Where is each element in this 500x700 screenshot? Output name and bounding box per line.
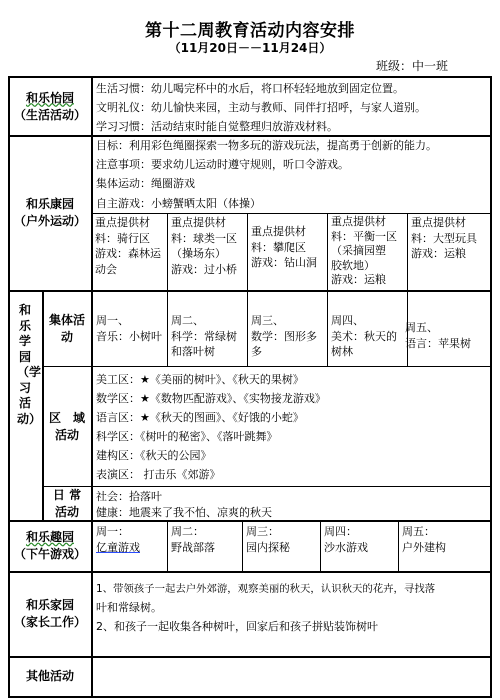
group-label-line: 动	[60, 329, 73, 344]
col-divider	[242, 520, 243, 571]
afternoon-day-thu	[324, 524, 396, 568]
class-name: 中一班	[412, 59, 449, 73]
section-label-afternoon	[10, 521, 90, 571]
day-activity: 树林	[331, 345, 353, 358]
home-title: 和乐家园	[25, 598, 74, 612]
zone-line: 料：平衡一区	[331, 229, 397, 243]
day-activity: 美术：秋天的	[331, 329, 397, 343]
outdoor-zone-2	[171, 215, 246, 289]
row-divider	[92, 213, 491, 214]
zone-line: 游戏：过小桥	[171, 262, 237, 276]
col-divider	[398, 520, 399, 571]
health-line: 文明礼仪：幼儿愉快来园，主动与教师、同伴打招呼，与家人道别。	[96, 101, 426, 114]
page-title: 第十二周教育活动内容安排	[145, 21, 355, 41]
daily-line: 社会：拾落叶	[96, 490, 162, 503]
daily-label-line: 活动	[54, 504, 79, 519]
health-title: 和乐怡园	[25, 90, 74, 105]
group-day-fri	[405, 320, 491, 362]
afternoon-day-fri	[402, 524, 490, 568]
section-label-outdoor	[10, 136, 90, 290]
afternoon-subtitle: （下午游戏）	[13, 547, 86, 561]
zone-line: 游戏：森林运	[95, 247, 161, 260]
col-divider	[91, 520, 93, 696]
day-activity: 多	[251, 345, 262, 358]
section-label-learning: 和乐学园（学习活动）	[17, 303, 42, 426]
outdoor-zone-5	[411, 215, 491, 289]
afternoon-title: 和乐趣园	[25, 530, 74, 544]
group-day-wed	[251, 313, 326, 365]
day-label: 周四：	[324, 525, 357, 538]
day-label: 周五：	[402, 525, 435, 538]
area-line: 表演区： 打击乐《郊游》	[96, 468, 221, 481]
group-activity-label	[43, 291, 91, 366]
col-divider	[167, 520, 168, 571]
home-line: 1、带领孩子一起去户外郊游，观察美丽的秋天，认识秋天的花卉，寻找落	[96, 583, 436, 595]
col-divider	[327, 290, 328, 366]
day-activity: 亿童游戏	[96, 540, 140, 554]
col-divider	[327, 213, 328, 290]
home-line: 叶和常绿树。	[96, 601, 162, 614]
zone-line: 重点提供材	[331, 215, 386, 228]
home-subtitle: （家长工作）	[13, 615, 86, 629]
area-activity-label	[43, 367, 91, 486]
col-divider	[407, 213, 408, 290]
col-divider	[247, 213, 248, 290]
group-day-tue	[171, 313, 246, 365]
health-line: 生活习惯：幼儿喝完杯中的水后，将口杯轻轻地放到固定位置。	[96, 82, 404, 95]
daily-activity-label	[43, 487, 91, 520]
zone-line: 重点提供材	[251, 225, 306, 238]
class-label: 班级：	[376, 59, 413, 73]
zone-line: 胶软地）	[331, 258, 375, 272]
zone-line: 游戏：钻山洞	[251, 256, 317, 269]
section-label-health	[10, 78, 90, 135]
col-divider	[91, 77, 93, 290]
area-label-line: 区 域	[48, 410, 85, 425]
day-label: 周四、	[331, 314, 364, 327]
zone-line: 料：球类一区	[171, 231, 237, 245]
outdoor-subtitle: （户外运动）	[13, 214, 86, 228]
zone-line: 重点提供材	[95, 216, 150, 229]
daily-line: 健康：地震来了我不怕、凉爽的秋天	[96, 506, 272, 519]
col-divider	[167, 290, 168, 366]
day-activity: 沙水游戏	[324, 540, 368, 554]
zone-line: 游戏：运粮	[331, 273, 386, 286]
area-label-line: 活动	[54, 427, 79, 442]
health-line: 学习习惯：活动结束时能自觉整理归放游戏材料。	[96, 120, 338, 133]
group-day-thu	[331, 313, 406, 365]
day-label: 周一：	[96, 525, 129, 538]
afternoon-day-tue	[171, 524, 241, 568]
area-line: 科学区：《树叶的秘密》、《落叶跳舞》	[96, 430, 278, 443]
outdoor-zone-3	[251, 224, 326, 288]
zone-line: 重点提供材	[411, 216, 466, 229]
day-label: 周三：	[246, 525, 279, 538]
day-activity: 户外建构	[402, 540, 446, 554]
zone-line: 重点提供材	[171, 216, 226, 229]
day-label: 周二、	[171, 314, 204, 327]
zone-line: 料：骑行区	[95, 231, 150, 245]
health-subtitle: （生活活动）	[13, 107, 86, 122]
outdoor-notes: 注意事项：要求幼儿运动时遵守规则，听口令游戏。	[96, 158, 349, 171]
outdoor-goal: 目标：利用彩色绳圈探索一物多玩的游戏玩法，提高勇于创新的能力。	[96, 139, 437, 152]
other-title: 其他活动	[25, 668, 74, 683]
day-label: 周一、	[96, 314, 129, 327]
day-activity: 数学：图形多	[251, 329, 317, 343]
outdoor-free: 自主游戏：小螃蟹晒太阳（体操）	[96, 197, 261, 210]
outdoor-group: 集体运动：绳圈游戏	[96, 177, 195, 190]
zone-line: 料：攀爬区	[251, 240, 306, 254]
zone-line: 动会	[95, 262, 117, 276]
afternoon-day-wed	[246, 524, 318, 568]
day-activity: 园内探秘	[246, 540, 290, 554]
day-activity: 音乐：小树叶	[96, 329, 162, 343]
outdoor-zone-4	[331, 215, 406, 289]
group-day-mon	[96, 313, 166, 363]
area-line: 美工区：★《美丽的树叶》、《秋天的果树》	[96, 373, 304, 386]
col-divider	[247, 290, 248, 366]
daily-label-line: 日 常	[52, 487, 82, 502]
zone-line: 游戏：运粮	[411, 247, 466, 260]
day-activity: 语言：苹果树	[405, 336, 471, 350]
day-activity: 和落叶树	[171, 345, 215, 358]
group-label-line: 集体活	[48, 312, 85, 327]
row-divider	[42, 366, 491, 367]
area-line: 建构区：《秋天的公园》	[96, 449, 212, 462]
class-info	[376, 57, 448, 74]
zone-line: （采摘园塑	[331, 244, 386, 257]
section-label-home	[10, 572, 90, 656]
day-activity: 野战部落	[171, 540, 215, 554]
zone-line: （操场东）	[171, 247, 226, 260]
day-label: 周五、	[405, 321, 438, 334]
outdoor-title: 和乐康园	[25, 197, 74, 211]
area-line: 数学区：★《数物匹配游戏》、《实物接龙游戏》	[96, 392, 326, 405]
col-divider	[167, 213, 168, 290]
outdoor-zone-1	[95, 215, 165, 289]
day-label: 周三、	[251, 314, 284, 327]
home-line: 2、和孩子一起收集各种树叶，回家后和孩子拼贴装饰树叶	[96, 620, 378, 633]
row-divider	[42, 486, 491, 487]
col-divider	[320, 520, 321, 571]
day-label: 周二：	[171, 525, 204, 538]
zone-line: 料：大型玩具	[411, 231, 477, 245]
area-line: 语言区：★《秋天的图画》、《好饿的小蛇》	[96, 411, 304, 424]
week-dates: （11月20日－－11月24日）	[168, 41, 332, 55]
afternoon-day-mon	[96, 524, 166, 568]
section-label-other	[10, 657, 90, 695]
day-activity: 科学：常绿树	[171, 329, 237, 343]
